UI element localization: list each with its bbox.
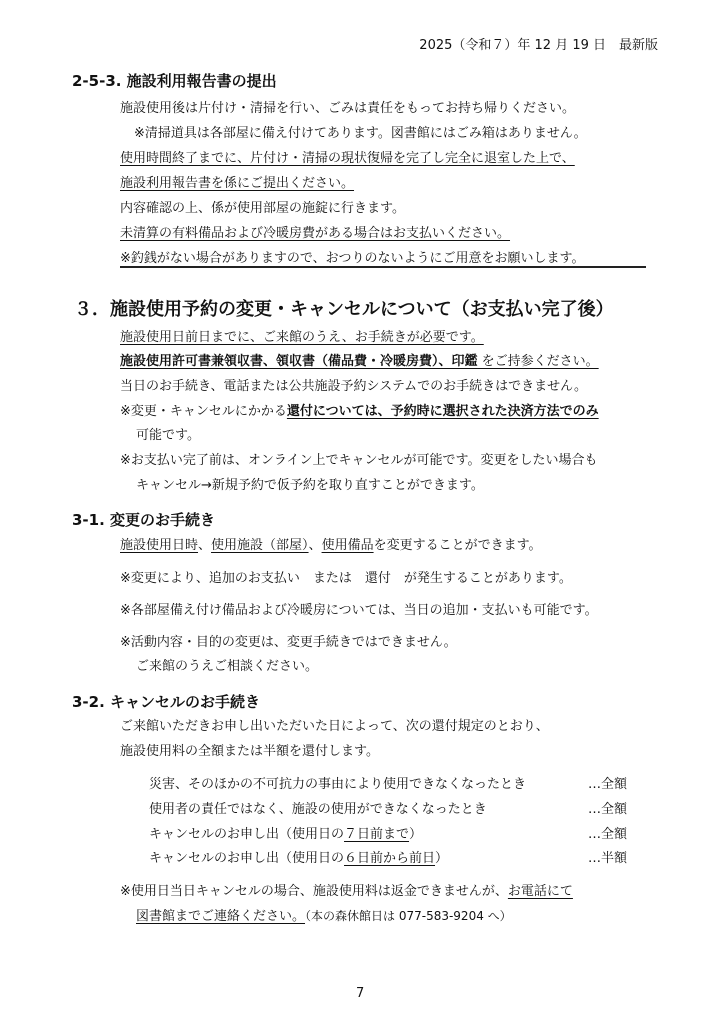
required-items-line [120,354,599,370]
underlined-line: 施設使用日前日までに、ご来館のうえ、お手続きが必要です。 [120,330,484,345]
refund-note-prefix: ※変更・キャンセルにかかる [120,404,287,419]
note-line: ※お支払い完了前は、オンライン上でキャンセルが可能です。変更をしたい場合も [120,453,598,468]
phone-instruction: お電話にて [507,884,573,899]
refund-method-note: 還付については、予約時に選択された決済方法でのみ [286,404,599,419]
body-line: キャンセル→新規予約で仮予約を取り直すことができます。 [136,478,484,493]
refund-rule-result: …半額 [588,851,628,866]
section-title-3: ３．施設使用予約の変更・キャンセルについて（お支払い完了後） [74,299,614,320]
change-item-equipment: 使用備品 [321,538,374,553]
refund-rule-close: ） [435,851,449,866]
required-documents: 施設使用許可書兼領収書、領収書（備品費・冷暖房費）、印鑑 [120,354,478,369]
refund-rule-row [149,827,422,843]
body-line: 施設使用料の全額または半額を還付します。 [120,744,379,759]
body-line: 内容確認の上、係が使用部屋の施錠に行きます。 [120,201,405,216]
section-divider [120,266,646,268]
refund-rule-condition: 使用者の責任ではなく、施設の使用ができなくなったとき [149,802,487,817]
body-line: ご来館のうえご相談ください。 [136,659,319,674]
body-line: 施設使用後は片付け・清掃を行い、ごみは責任をもってお持ち帰りください。 [120,101,576,116]
refund-rule-condition: 災害、そのほかの不可抗力の事由により使用できなくなったとき [149,777,527,792]
same-day-cancel-note [120,884,573,900]
closed-day-phone: （本の森休館日は 077-583-9204 へ） [305,909,512,923]
contact-library: 図書館までご連絡ください。 [136,909,306,924]
underlined-line: 未清算の有料備品および冷暖房費がある場合はお支払いください。 [120,226,511,241]
note-line: ※釣銭がない場合がありますので、おつりのないようにご用意をお願いします。 [120,251,585,266]
contact-line [136,908,512,925]
refund-rule-result: …全額 [588,777,628,792]
same-day-cancel-text: ※使用日当日キャンセルの場合、施設使用料は返金できませんが、 [120,884,508,899]
refund-rule-row [149,802,487,818]
section-title-3-1: 3-1. 変更のお手続き [72,511,216,529]
body-line: ご来館いただきお申し出いただいた日によって、次の還付規定のとおり、 [120,719,549,734]
refund-rule-row [149,851,448,867]
bring-instruction: をご持参ください。 [477,354,599,369]
refund-rule-result: …全額 [588,802,628,817]
page-number: 7 [356,986,365,1001]
body-line: 当日のお手続き、電話または公共施設予約システムでのお手続きはできません。 [120,379,587,394]
change-item-datetime: 施設使用日時 [120,538,199,553]
refund-rule-close: ） [409,827,423,842]
refund-note-line [120,404,599,420]
refund-rule-condition: キャンセルのお申し出（使用日の [149,851,345,866]
note-line: ※活動内容・目的の変更は、変更手続きではできません。 [120,635,457,650]
section-title-2-5-3: 2-5-3. 施設利用報告書の提出 [72,72,277,90]
refund-rule-period: ６日前から前日 [344,851,436,866]
changeable-items-line [120,538,542,554]
section-title-3-2: 3-2. キャンセルのお手続き [72,693,261,711]
note-line: ※清掃道具は各部屋に備え付けてあります。図書館にはごみ箱はありません。 [134,126,587,141]
edition-date: 2025（令和７）年 12 月 19 日 最新版 [419,38,658,53]
note-line: ※各部屋備え付け備品および冷暖房については、当日の追加・支払いも可能です。 [120,603,598,618]
refund-rule-result: …全額 [588,827,628,842]
separator: 、 [308,538,322,553]
note-line: ※変更により、追加のお支払い または 還付 が発生することがあります。 [120,571,572,586]
body-line: 可能です。 [136,428,200,443]
refund-rule-row [149,777,526,793]
change-item-room: 使用施設（部屋） [211,538,309,553]
underlined-line: 使用時間終了までに、片付け・清掃の現状復帰を完了し完全に退室した上で、 [120,151,575,166]
refund-rule-period: ７日前まで [344,827,410,842]
underlined-line: 施設利用報告書を係にご提出ください。 [120,176,355,191]
separator: 、 [198,538,212,553]
refund-rule-condition: キャンセルのお申し出（使用日の [149,827,345,842]
change-item-suffix: を変更することができます。 [373,538,542,553]
